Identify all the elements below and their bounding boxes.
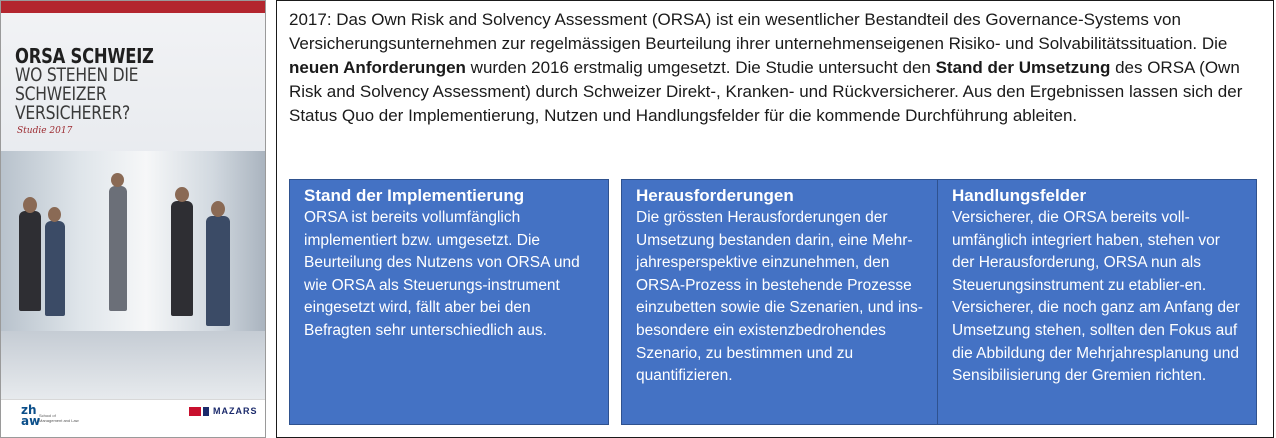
box-text: ORSA ist bereits vollumfänglich implementiert bzw. umgesetzt. Die Beurteilung des Nutzens von ORSA und wie ORSA als Steuerungs-instrument eingesetzt wird, fällt aber bei den Befragten sehr unterschiedlich aus. [304, 209, 580, 339]
box-title: Herausforderungen [636, 186, 794, 205]
cover-person-head [111, 173, 124, 187]
action-areas-box [937, 179, 1257, 425]
cover-title: ORSA SCHWEIZ WO STEHEN DIE SCHWEIZER VERSICHERER? [15, 44, 154, 124]
cover-top-bar [1, 1, 265, 13]
mazars-logo: MAZARS [189, 406, 258, 416]
challenges-box [621, 179, 939, 425]
intro-bold-new-requirements: neuen Anforderungen [289, 58, 466, 77]
report-cover-image [0, 0, 266, 438]
implementation-status-box [289, 179, 609, 425]
cover-person-silhouette [171, 201, 193, 316]
cover-person-silhouette [109, 186, 127, 311]
cover-study-label: Studie 2017 [17, 126, 73, 136]
mazars-red-mark-icon [189, 407, 201, 416]
zhaw-logo-subtitle: School of Management and Law [39, 413, 79, 423]
cover-person-silhouette [206, 216, 230, 326]
cover-person-head [23, 197, 37, 213]
summary-panel [276, 0, 1274, 438]
intro-paragraph: 2017: Das Own Risk and Solvency Assessment (ORSA) ist ein wesentlicher Bestandteil des Governance-Systems von Versicherungsunternehmen zur regelmässigen Beurteilung ihrer unternehmenseigenen Risiko- und Solvabilitätssituation. Die neuen Anforderungen wurden 2016 erstmalig umgesetzt. Die Studie untersucht den Stand der Umsetzung des ORSA (Own Risk and Solvency Assessment) durch Schweizer Direkt-, Kranken- und Rückversicherer. Aus den Ergebnissen lassen sich der Status Quo der Implementierung, Nutzen und Handlungsfelder für die kommende Durchführung ableiten. [289, 10, 1243, 125]
box-title: Handlungsfelder [952, 186, 1087, 205]
box-title: Stand der Implementierung [304, 186, 525, 205]
cover-person-silhouette [19, 211, 41, 311]
cover-person-head [211, 201, 225, 217]
cover-person-silhouette [45, 221, 65, 316]
cover-person-head [48, 207, 61, 222]
intro-bold-implementation-status: Stand der Umsetzung [935, 58, 1111, 77]
box-text: Die grössten Herausforderungen der Umsetzung bestanden darin, eine Mehr-jahresperspektive einzunehmen, den ORSA-Prozess in bestehende Prozesse einzubetten sowie die Szenarien, und ins-besondere ein existenzbedrohendes Szenario, zu bestimmen und zu quantifizieren. [636, 209, 923, 385]
box-text: Versicherer, die ORSA bereits voll-umfänglich integriert haben, stehen vor der Herausforderung, ORSA nun als Steuerungsinstrument zu etablier-en. Versicherer, die noch ganz am Anfang der Umsetzung stehen, sollten den Fokus auf die Abbildung der Mehrjahresplanung und Sensibilisierung der Gremien richten. [952, 209, 1240, 385]
zhaw-logo: zh aw [21, 403, 41, 428]
cover-person-head [175, 187, 189, 202]
mazars-blue-mark-icon [203, 407, 209, 416]
cover-floor [1, 331, 265, 401]
